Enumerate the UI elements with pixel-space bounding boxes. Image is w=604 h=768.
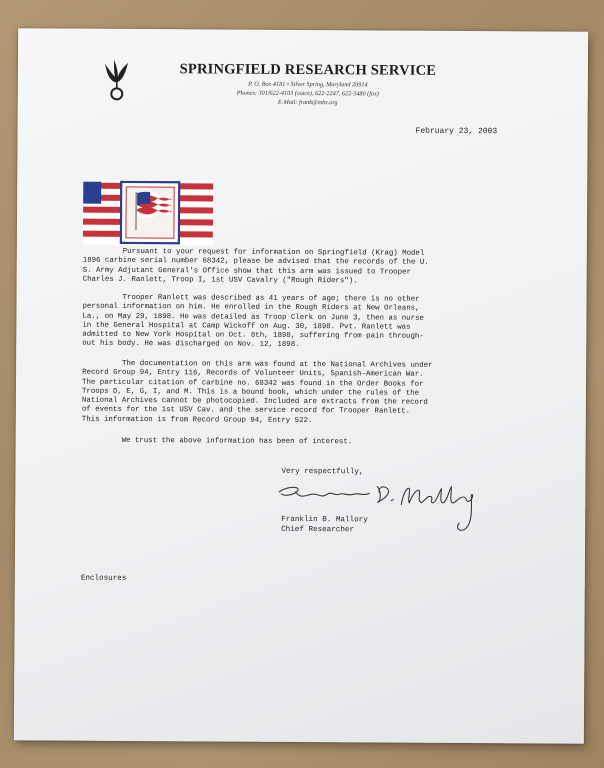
phones-line: Phones: 301/622-4103 (voice), 622-2247, 622-3480 (fax) bbox=[236, 89, 379, 98]
address-line: P. O. Box 4181 • Silver Spring, Maryland 20914 bbox=[248, 80, 368, 89]
paragraph-3: The documentation on this arm was found at the National Archives under Record Group 94, Entry 116, Records of Volunteer Units, Spanish-American War. The particular citation of carbine no. 68342 was found in the Order Books for Troops D, E, G, I, and M. This is a bound book, which under the rules of the National Archives cannot be photocopied. Included are extracts from the record of events for the 1st USV Cav. and the service record for Trooper Ranlett. This information is from Record Group 94, Entry 522. bbox=[81, 359, 433, 425]
american-flag-stamp-icon bbox=[83, 180, 213, 246]
flaming-bomb-icon bbox=[102, 59, 132, 103]
closing: Very respectfully, bbox=[281, 467, 364, 477]
signer-title: Chief Researcher bbox=[281, 525, 355, 535]
enclosures-label: Enclosures bbox=[80, 574, 127, 583]
paragraph-1: Pursuant to your request for information on Springfield (Krag) Model 1896 carbine serial number 68342, please be advised that the records of the U. S. Army Adjutant General's Office show that this arm was issued to Trooper Charles J. Ranlett, Troop I, 1st USV Cavalry ("Rough Riders"). bbox=[82, 247, 429, 286]
email-line: E-Mail: frank@mbz.org bbox=[277, 98, 338, 107]
signer-name: Franklin B. Mallory bbox=[281, 515, 368, 525]
letter-date: February 23, 2003 bbox=[415, 126, 498, 137]
organization-name: SPRINGFIELD RESEARCH SERVICE bbox=[179, 61, 437, 79]
letter-page bbox=[14, 28, 588, 743]
paragraph-2: Trooper Ranlett was described as 41 years of age; there is no other personal information on him. He enrolled in the Rough Riders at New Orleans, La., on May 29, 1898. He was detailed as Troop Clerk on June 3, then as nurse in the General Hospital at Camp Wickoff on Aug. 30, 1898. Pvt. Ranlett was admitted to New York Hospital on Oct. 8th, 1898, suffering from pain through- out his body. He was discharged on Nov. 12, 1898. bbox=[82, 293, 424, 350]
paragraph-4: We trust the above information has been of interest. bbox=[81, 436, 353, 447]
signer-block bbox=[281, 515, 368, 536]
